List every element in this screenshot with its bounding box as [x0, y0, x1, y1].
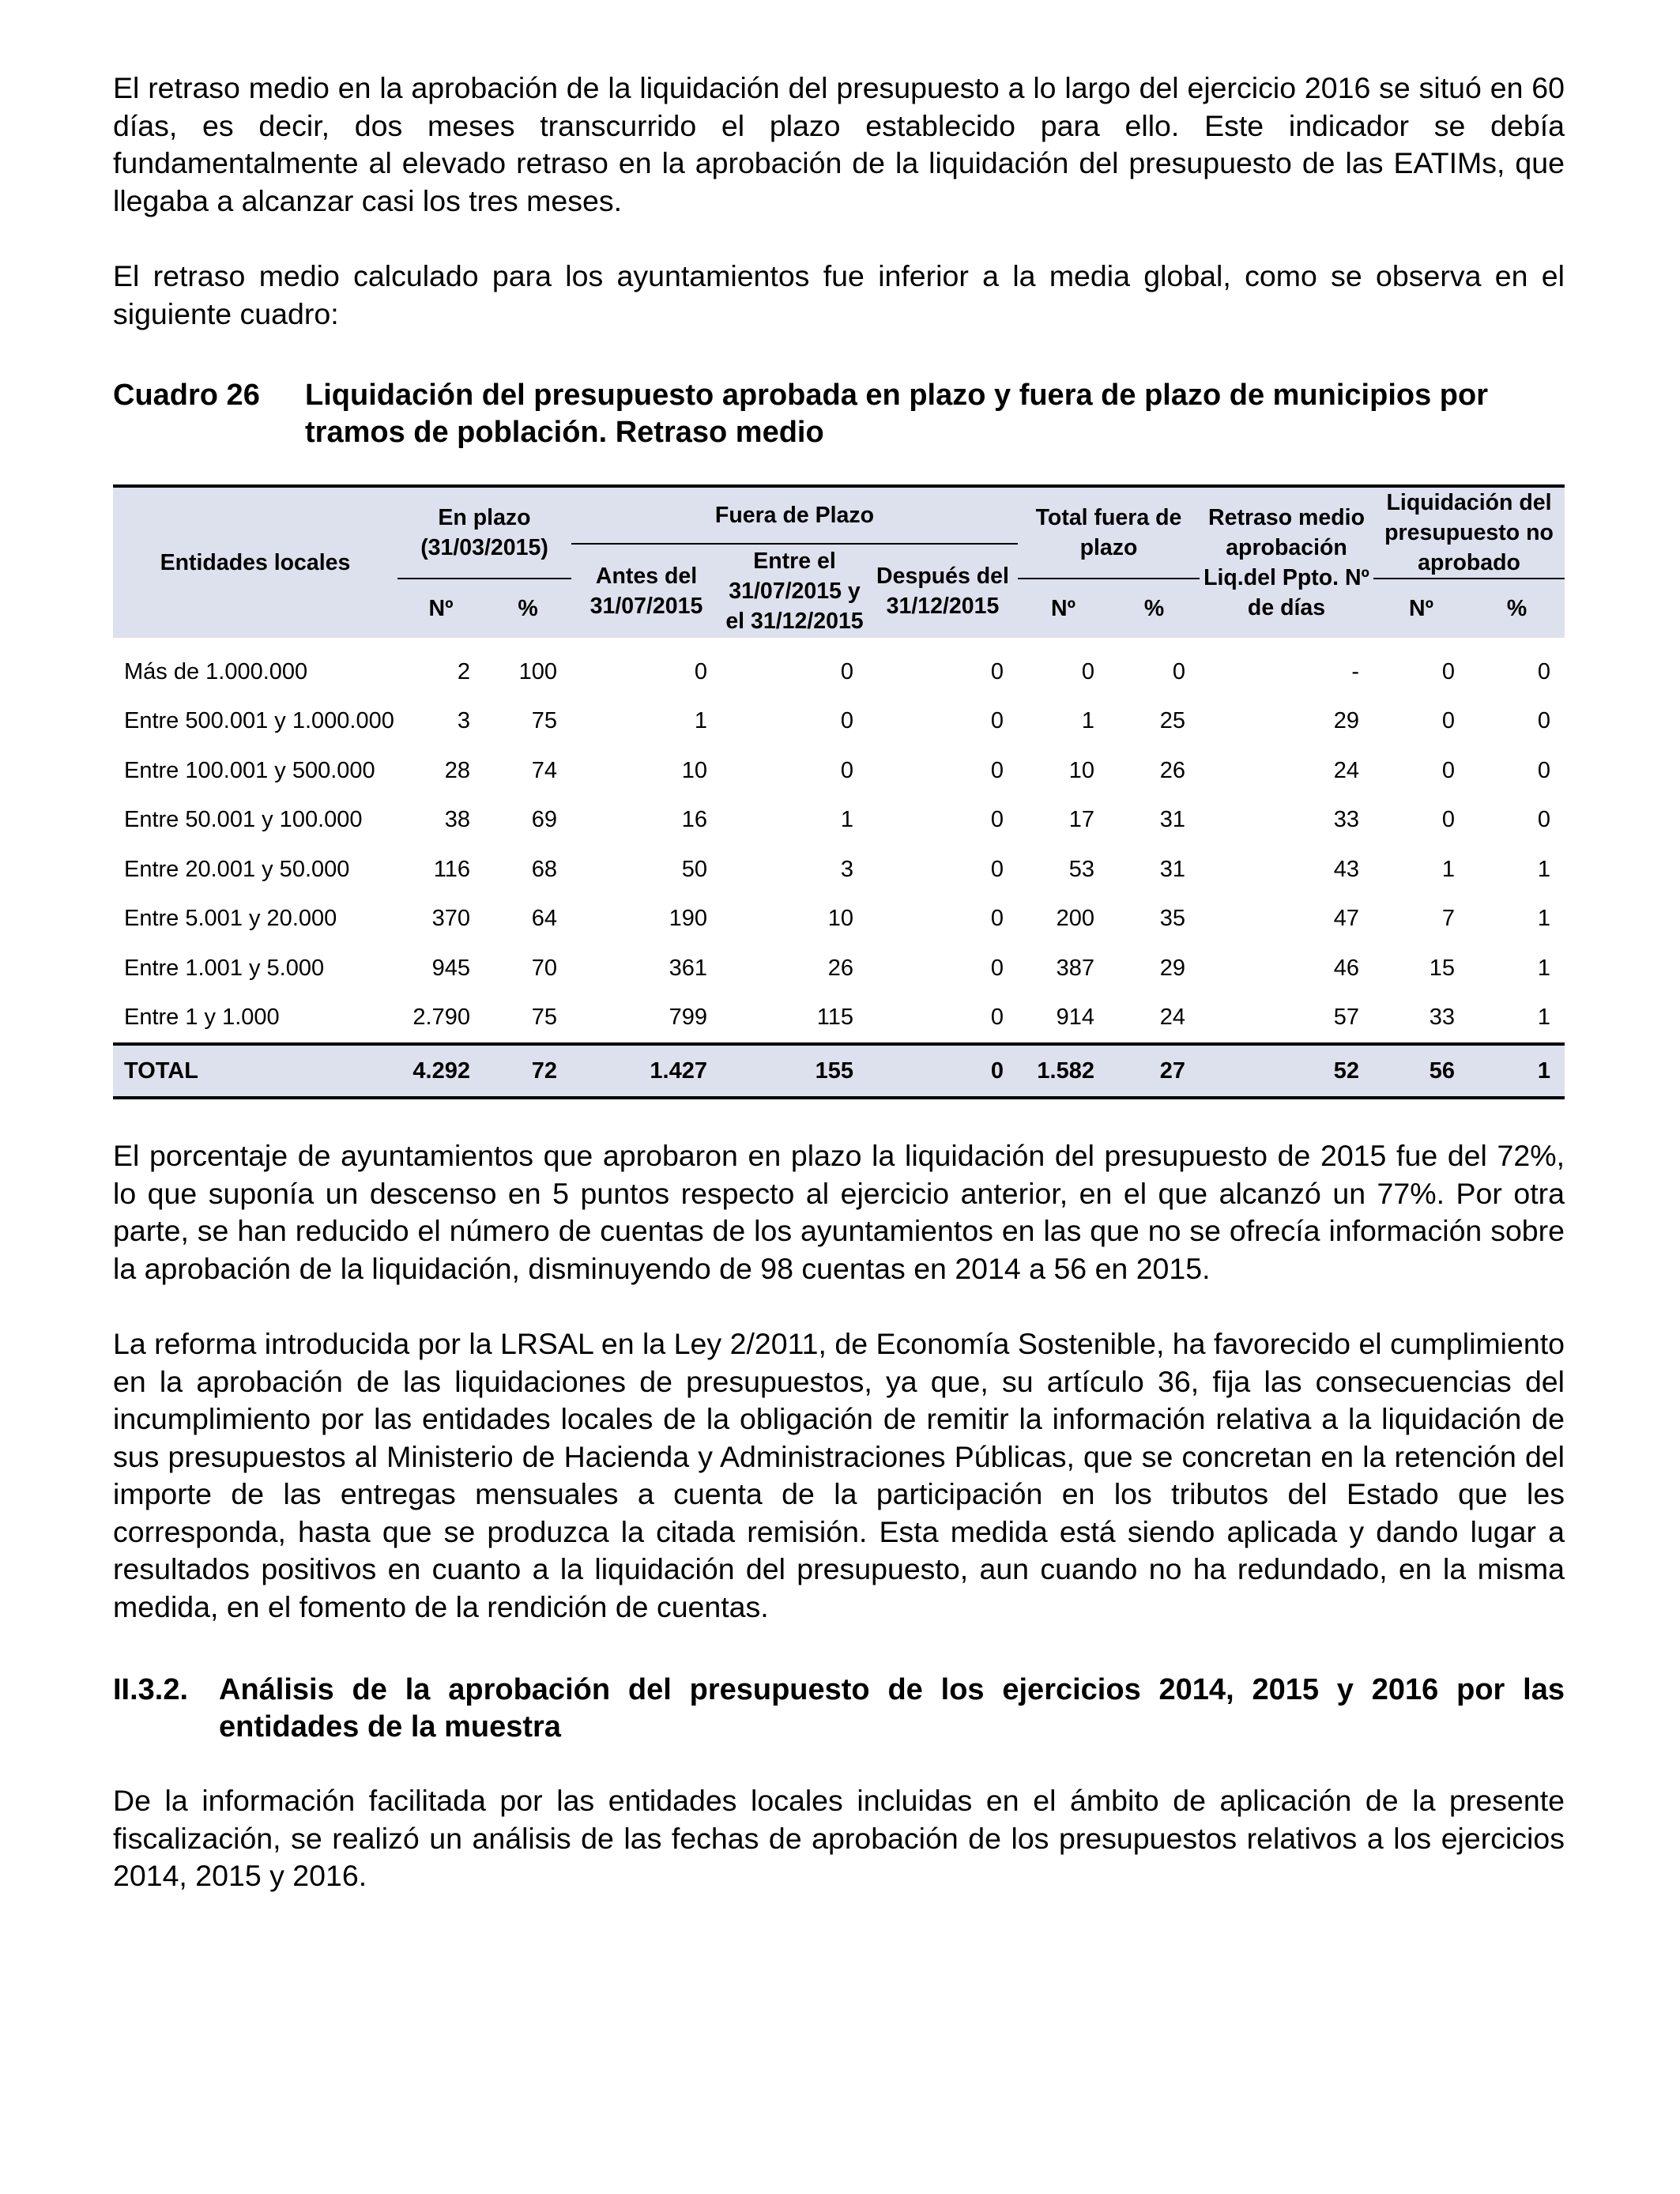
cell-despues: 0 [990, 906, 1004, 932]
cell-plazo-n: 3 [457, 708, 470, 734]
cell-plazo-n: 28 [444, 757, 470, 783]
header-en-plazo: En plazo (31/03/2015) [397, 486, 571, 579]
cell-retraso: 46 [1333, 955, 1360, 981]
cell-antes: 50 [681, 856, 707, 882]
cell-plazo-pct: 69 [531, 807, 557, 833]
cell-plazo-n: 2.790 [412, 1005, 470, 1031]
cell-entidad: TOTAL [113, 1044, 397, 1098]
header-plazo-n: Nº [397, 579, 484, 638]
header-entre: Entre el 31/07/2015 y el 31/12/2015 [721, 544, 868, 638]
cell-antes: 1 [694, 708, 707, 734]
caption-title: Liquidación del presupuesto aprobada en plazo y fuera de plazo de municipios por tramos de población. Retraso medio [305, 379, 1488, 449]
cell-retraso: - [1351, 658, 1360, 684]
cell-fuera-n: 1.582 [1018, 1044, 1109, 1098]
cell-noap-n: 56 [1373, 1044, 1469, 1098]
header-despues: Después del 31/12/2015 [868, 544, 1018, 638]
cell-noap-n: 0 [1441, 757, 1456, 783]
header-entidades: Entidades locales [113, 486, 397, 638]
cell-retraso: 24 [1333, 757, 1360, 783]
cell-plazo-pct: 64 [531, 906, 557, 932]
cell-plazo-n: 945 [431, 955, 470, 981]
header-plazo-pct: % [484, 579, 571, 638]
cell-fuera-pct: 27 [1109, 1044, 1200, 1098]
header-retraso: Retraso medio aprobación Liq.del Ppto. Nº de días [1200, 486, 1373, 638]
cell-entidad: Más de 1.000.000 [124, 658, 308, 684]
cell-noap-pct: 1 [1469, 1044, 1565, 1098]
cell-despues: 0 [990, 1005, 1004, 1031]
cell-entre: 0 [840, 757, 853, 783]
cell-fuera-pct: 25 [1159, 708, 1186, 734]
cell-despues: 0 [990, 708, 1004, 734]
cell-entidad: Entre 5.001 y 20.000 [124, 906, 337, 932]
table-caption [113, 377, 1565, 451]
cell-plazo-n: 4.292 [397, 1044, 484, 1098]
cell-plazo-pct: 75 [531, 1005, 557, 1031]
cell-antes: 10 [681, 757, 707, 783]
cell-plazo-pct: 68 [531, 856, 557, 882]
cell-plazo-n: 370 [431, 906, 470, 932]
cell-retraso: 29 [1333, 708, 1360, 734]
cell-entre: 10 [827, 906, 853, 932]
cell-noap-n: 0 [1441, 807, 1456, 833]
cell-plazo-pct: 72 [484, 1044, 571, 1098]
cell-fuera-pct: 26 [1159, 757, 1186, 783]
header-noap-n: Nº [1373, 579, 1469, 638]
cell-plazo-n: 2 [457, 658, 470, 684]
liquidacion-table [113, 484, 1565, 1099]
cell-entre: 0 [840, 708, 853, 734]
table-total-row [113, 1044, 1565, 1098]
paragraph-retraso-medio: El retraso medio en la aprobación de la liquidación del presupuesto a lo largo del ejercicio 2016 se situó en 60 días, es decir, dos meses transcurrido el plazo establecido para ello. Este indicador se debía fundamentalmente al elevado retraso en la aprobación de la liquidación del presupuesto de las EATIMs, que llegaba a alcanzar casi los tres meses. [113, 71, 1565, 217]
paragraph-porcentaje: El porcentaje de ayuntamientos que aprobaron en plazo la liquidación del presupuesto de 2015 fue del 72%, lo que suponía un descenso en 5 puntos respecto al ejercicio anterior, en el que alcanzó un 77%. Por otra parte, se han reducido el número de cuentas de los ayuntamientos en las que no se ofrecía información sobre la aprobación de la liquidación, disminuyendo de 98 cuentas en 2014 a 56 en 2015. [113, 1139, 1565, 1285]
cell-antes: 799 [669, 1005, 707, 1031]
cell-entre: 155 [721, 1044, 868, 1098]
table-row [113, 944, 1565, 993]
cell-noap-pct: 1 [1537, 1005, 1551, 1031]
cell-entre: 115 [816, 1005, 853, 1031]
cell-fuera-n: 53 [1068, 856, 1094, 882]
cell-plazo-n: 116 [433, 856, 470, 882]
paragraph-informacion: De la información facilitada por las entidades locales incluidas en el ámbito de aplicación de la presente fiscalización, se realizó un análisis de las fechas de aprobación de los presupuestos relativos a los ejercicios 2014, 2015 y 2016. [113, 1784, 1565, 1892]
cell-entre: 0 [840, 658, 853, 684]
header-fuera-plazo: Fuera de Plazo [571, 486, 1018, 544]
cell-fuera-pct: 29 [1159, 955, 1186, 981]
cell-entidad: Entre 500.001 y 1.000.000 [124, 708, 394, 734]
cell-noap-n: 1 [1441, 856, 1456, 882]
cell-despues: 0 [990, 955, 1004, 981]
cell-noap-n: 15 [1429, 955, 1456, 981]
cell-fuera-n: 17 [1068, 807, 1094, 833]
cell-noap-pct: 0 [1537, 757, 1551, 783]
cell-despues: 0 [990, 807, 1004, 833]
paragraph-reforma: La reforma introducida por la LRSAL en la Ley 2/2011, de Economía Sostenible, ha favorecido el cumplimiento en la aprobación de las liquidaciones de presupuestos, ya que, su artículo 36, fija las consecuencias del incumplimiento por las entidades locales de la obligación de remitir la información relativa a la liquidación de sus presupuestos al Ministerio de Hacienda y Administraciones Públicas, que se concretan en la retención del importe de las entregas mensuales a cuenta de la participación en los tributos del Estado que les corresponda, hasta que se produzca la citada remisión. Esta medida está siendo aplicada y dando lugar a resultados positivos en cuanto a la liquidación del presupuesto, aun cuando no ha redundado, en la misma medida, en el fomento de la rendición de cuentas. [113, 1327, 1565, 1623]
cell-entre: 26 [827, 955, 853, 981]
cell-retraso: 43 [1333, 856, 1360, 882]
cell-despues: 0 [868, 1044, 1018, 1098]
section-heading [113, 1672, 1565, 1746]
cell-entre: 3 [840, 856, 853, 882]
cell-retraso: 57 [1333, 1005, 1360, 1031]
cell-noap-n: 0 [1441, 658, 1456, 684]
cell-plazo-pct: 100 [518, 658, 557, 684]
document-page [113, 70, 1565, 1895]
cell-despues: 0 [990, 757, 1004, 783]
table-row [113, 746, 1565, 796]
cell-plazo-n: 38 [444, 807, 470, 833]
table-row [113, 895, 1565, 944]
cell-antes: 16 [681, 807, 707, 833]
cell-antes: 1.427 [571, 1044, 721, 1098]
paragraph-ayuntamientos: El retraso medio calculado para los ayuntamientos fue inferior a la media global, como se observa en el siguiente cuadro: [113, 259, 1565, 330]
cell-fuera-pct: 35 [1159, 906, 1186, 932]
cell-noap-pct: 1 [1537, 955, 1551, 981]
cell-antes: 361 [669, 955, 707, 981]
cell-noap-pct: 0 [1537, 708, 1551, 734]
table-row [113, 697, 1565, 747]
cell-entidad: Entre 20.001 y 50.000 [124, 856, 350, 882]
cell-noap-n: 7 [1441, 906, 1456, 932]
header-no-aprobado: Liquidación del presupuesto no aprobado [1373, 486, 1565, 579]
cell-entidad: Entre 100.001 y 500.000 [124, 757, 375, 783]
cell-noap-pct: 1 [1537, 856, 1551, 882]
header-fuera-n: Nº [1018, 579, 1109, 638]
cell-retraso: 33 [1333, 807, 1360, 833]
cell-entidad: Entre 50.001 y 100.000 [124, 807, 363, 833]
table-row [113, 638, 1565, 697]
section-number: II.3.2. [113, 1673, 189, 1706]
caption-number: Cuadro 26 [113, 379, 260, 412]
cell-fuera-n: 200 [1056, 906, 1094, 932]
cell-antes: 0 [694, 658, 707, 684]
header-antes: Antes del 31/07/2015 [571, 544, 721, 638]
table-row [113, 993, 1565, 1045]
cell-despues: 0 [990, 856, 1004, 882]
cell-entre: 1 [840, 807, 853, 833]
section-title: Análisis de la aprobación del presupuesto de los ejercicios 2014, 2015 y 2016 por las entidades de la muestra [219, 1673, 1565, 1744]
cell-retraso: 47 [1333, 906, 1360, 932]
header-total-fuera: Total fuera de plazo [1018, 486, 1200, 579]
cell-fuera-n: 0 [1081, 658, 1094, 684]
cell-entidad: Entre 1 y 1.000 [124, 1005, 280, 1031]
header-noap-pct: % [1469, 579, 1565, 638]
table-row [113, 796, 1565, 846]
cell-plazo-pct: 74 [531, 757, 557, 783]
cell-plazo-pct: 70 [531, 955, 557, 981]
cell-entidad: Entre 1.001 y 5.000 [124, 955, 325, 981]
cell-antes: 190 [669, 906, 707, 932]
table-row [113, 845, 1565, 895]
cell-plazo-pct: 75 [531, 708, 557, 734]
cell-despues: 0 [990, 658, 1004, 684]
cell-noap-pct: 1 [1537, 906, 1551, 932]
cell-noap-n: 33 [1429, 1005, 1456, 1031]
cell-noap-pct: 0 [1537, 807, 1551, 833]
cell-fuera-pct: 0 [1172, 658, 1186, 684]
cell-fuera-pct: 24 [1159, 1005, 1186, 1031]
cell-fuera-n: 387 [1056, 955, 1094, 981]
cell-noap-n: 0 [1441, 708, 1456, 734]
cell-noap-pct: 0 [1537, 658, 1551, 684]
cell-fuera-pct: 31 [1159, 856, 1186, 882]
cell-fuera-pct: 31 [1159, 807, 1186, 833]
cell-fuera-n: 1 [1081, 708, 1094, 734]
cell-retraso: 52 [1200, 1044, 1373, 1098]
cell-fuera-n: 10 [1068, 757, 1094, 783]
cell-fuera-n: 914 [1056, 1005, 1094, 1031]
header-fuera-pct: % [1109, 579, 1200, 638]
